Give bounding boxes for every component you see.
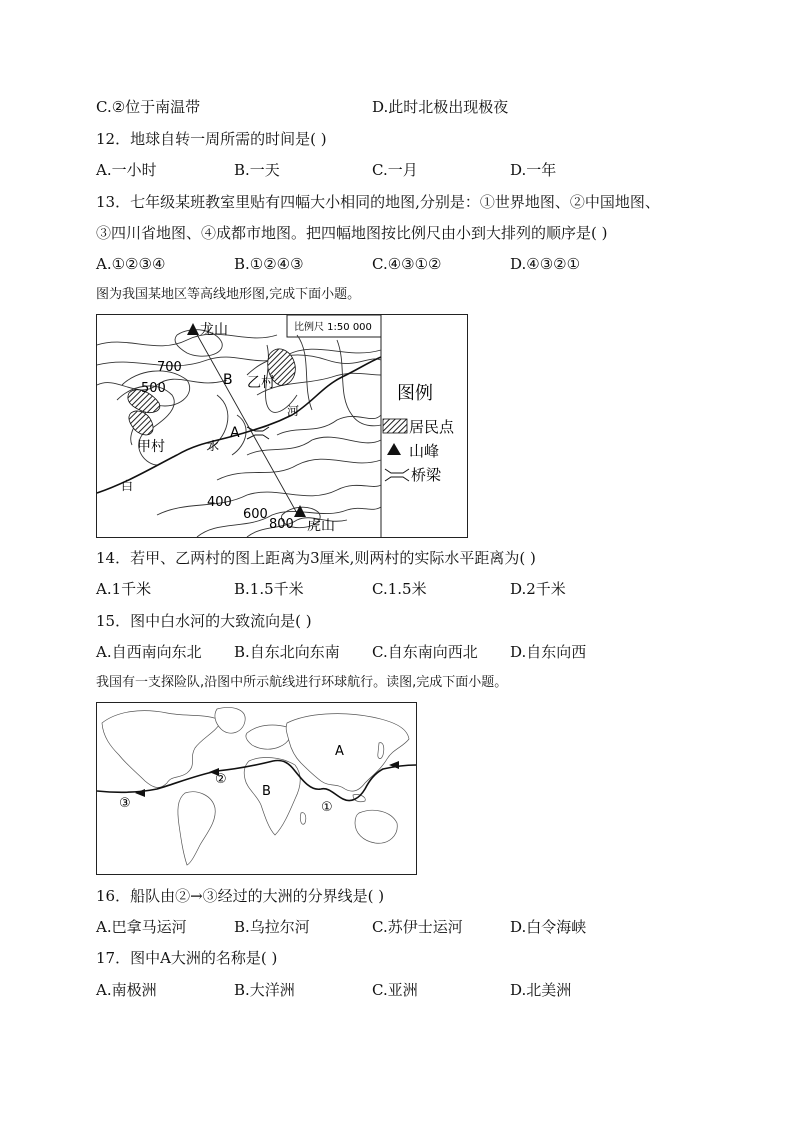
q12-option-a: A.一小时 [96,161,157,179]
q16-option-a: A.巴拿马运河 [96,918,187,936]
q16-option-d: D.白令海峡 [510,918,587,936]
q13-stem-line1: 13．七年级某班教室里贴有四幅大小相同的地图,分别是：①世界地图、②中国地图、 [96,193,660,211]
legend-title: 图例 [397,383,433,404]
label-point-a: A [230,425,240,441]
q12-stem: 12．地球自转一周所需的时间是( ) [96,130,327,148]
q12-option-b: B.一天 [234,161,280,179]
legend-bridge-icon [385,469,409,481]
q14-option-c: C.1.5米 [372,580,427,598]
q17-option-a: A.南极洲 [96,981,157,999]
label-river-bai: 白 [121,479,134,493]
route-marker-1: ① [321,800,333,815]
q17-option-d: D.北美洲 [510,981,572,999]
label-elevation-700: 700 [157,360,182,375]
contour-map-svg [97,315,467,537]
q12-option-d: D.一年 [510,161,557,179]
label-elevation-800: 800 [269,517,294,532]
label-village-jia: 甲村 [137,439,165,455]
q13-option-b: B.①②④③ [234,255,304,273]
contour-map-intro: 图为我国某地区等高线地形图,完成下面小题。 [96,287,361,302]
q13-option-d: D.④③②① [510,255,581,273]
q11-option-c: C.②位于南温带 [96,98,201,116]
label-hushan: 虎山 [307,518,335,534]
world-map-svg [97,703,416,874]
legend-settlement-swatch [383,419,407,433]
continent-outlines [102,708,409,866]
q17-option-b: B.大洋洲 [234,981,295,999]
scale-text: 比例尺 1:50 000 [294,322,372,333]
q15-option-d: D.自东向西 [510,643,587,661]
legend-settlement-label: 居民点 [409,418,455,436]
route-marker-2: ② [215,772,227,787]
q13-stem-line2: ③四川省地图、④成都市地图。把四幅地图按比例尺由小到大排列的顺序是( ) [96,224,608,242]
contour-map-figure [96,314,468,538]
label-continent-a: A [335,744,344,759]
world-map-intro: 我国有一支探险队,沿图中所示航线进行环球航行。读图,完成下面小题。 [96,675,508,690]
q15-option-c: C.自东南向西北 [372,643,478,661]
label-elevation-400: 400 [207,495,232,510]
q17-stem: 17．图中A大洲的名称是( ) [96,949,278,967]
q16-option-b: B.乌拉尔河 [234,918,310,936]
label-point-b: B [223,372,233,388]
q15-option-b: B.自东北向东南 [234,643,340,661]
q15-option-a: A.自西南向东北 [96,643,202,661]
q14-option-a: A.1千米 [96,580,152,598]
legend-peak-icon [387,443,401,455]
q16-option-c: C.苏伊士运河 [372,918,463,936]
label-river-he: 河 [287,404,300,418]
q16-stem: 16．船队由②→③经过的大洲的分界线是( ) [96,887,385,905]
q14-option-b: B.1.5千米 [234,580,304,598]
legend-bridge-label: 桥梁 [411,466,442,484]
q14-stem: 14．若甲、乙两村的图上距离为3厘米,则两村的实际水平距离为( ) [96,549,536,567]
q14-option-d: D.2千米 [510,580,566,598]
label-longshan: 龙山 [200,322,228,338]
route-arrow-west [135,789,145,797]
q11-option-d: D.此时北极出现极夜 [372,98,509,116]
world-map-figure [96,702,417,875]
label-continent-b: B [262,784,271,799]
label-elevation-500: 500 [141,381,166,396]
q13-option-c: C.④③①② [372,255,442,273]
q12-option-c: C.一月 [372,161,418,179]
q15-stem: 15．图中白水河的大致流向是( ) [96,612,312,630]
route-marker-3: ③ [119,796,131,811]
q13-option-a: A.①②③④ [96,255,166,273]
longshan-peak-icon [187,323,199,335]
label-river-shui: 水 [207,439,220,453]
label-village-yi: 乙村 [247,375,275,391]
label-elevation-600: 600 [243,507,268,522]
legend-peak-label: 山峰 [409,442,440,460]
q17-option-c: C.亚洲 [372,981,418,999]
